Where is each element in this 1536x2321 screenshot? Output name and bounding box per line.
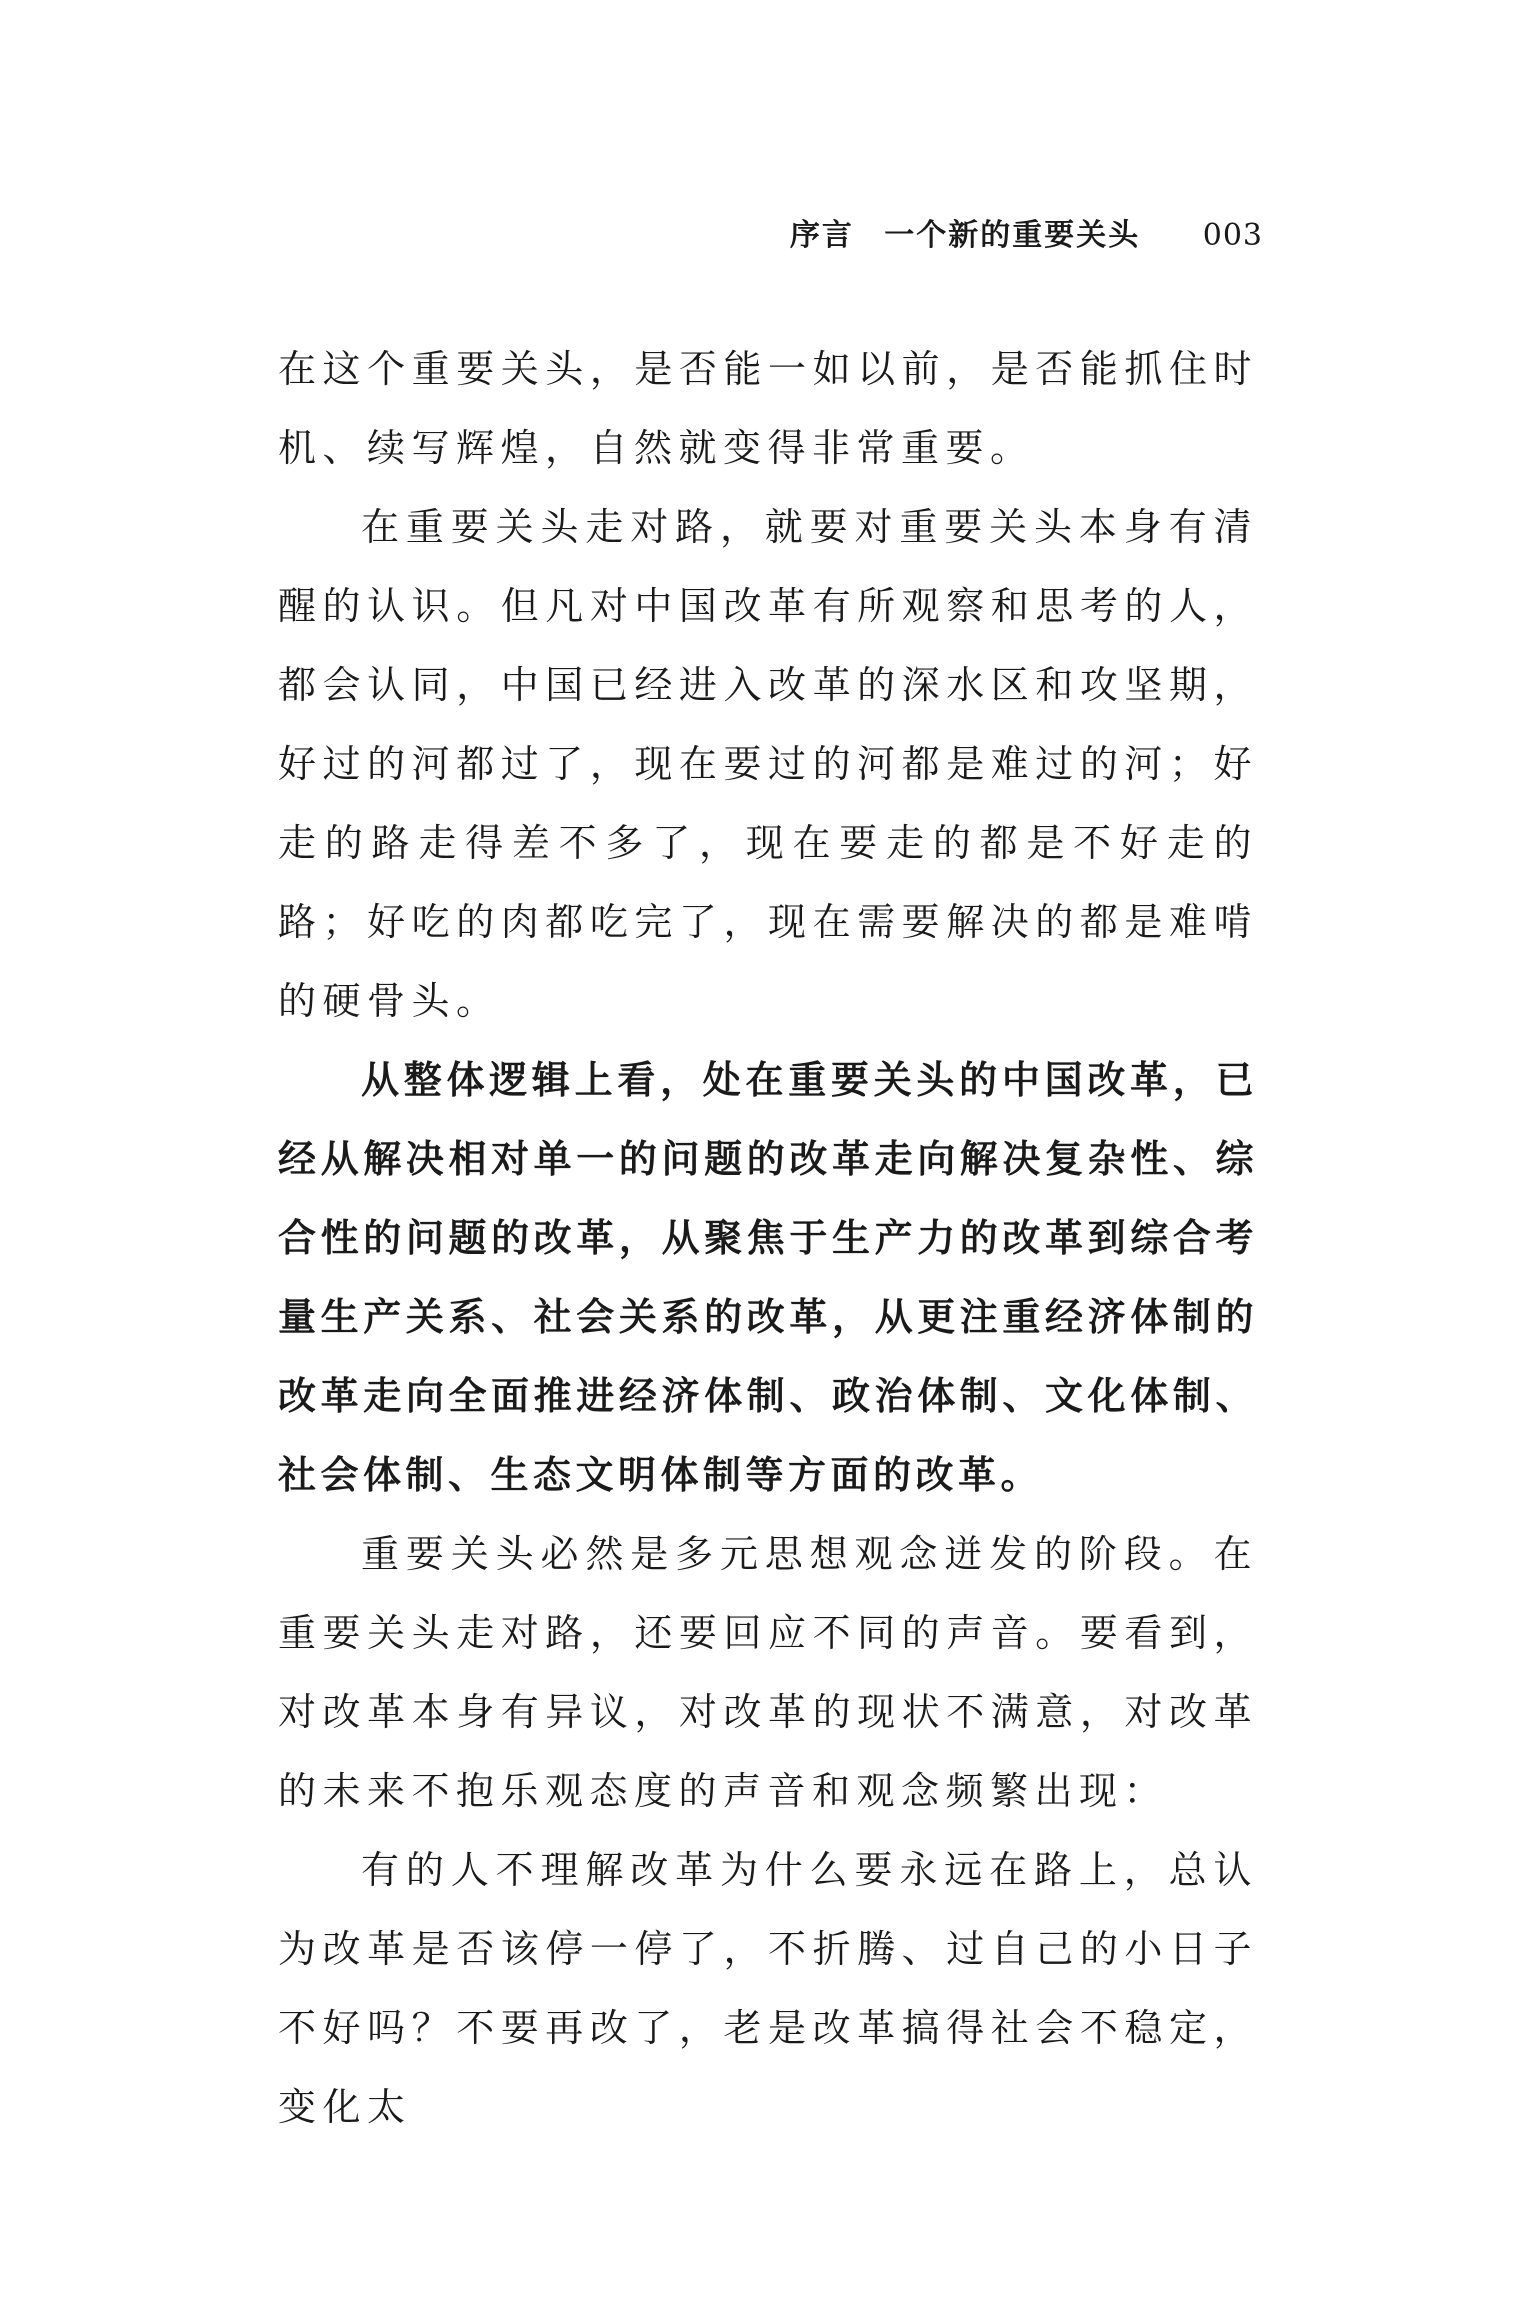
header-chapter-title: 一个新的重要关头: [884, 218, 1141, 253]
paragraph: 有的人不理解改革为什么要永远在路上，总认为改革是否该停一停了，不折腾、过自己的小日子不好吗？不要再改了，老是改革搞得社会不稳定，变化太: [278, 1848, 1258, 2129]
page-number: 003: [1202, 218, 1263, 253]
header-section: 序言: [789, 218, 854, 253]
body-text: [278, 330, 1258, 2147]
paragraph: 在重要关头走对路，就要对重要关头本身有清醒的认识。但凡对中国改革有所观察和思考的人，都会认同，中国已经进入改革的深水区和攻坚期，好过的河都过了，现在要过的河都是难过的河；好走的路走得差不多了，现在要走的都是不好走的路；好吃的肉都吃完了，现在需要解决的都是难啃的硬骨头。: [278, 505, 1258, 1023]
paragraph-emphasis: 从整体逻辑上看，处在重要关头的中国改革，已经从解决相对单一的问题的改革走向解决复杂性、综合性的问题的改革，从聚焦于生产力的改革到综合考量生产关系、社会关系的改革，从更注重经济体制的改革走向全面推进经济体制、政治体制、文化体制、社会体制、生态文明体制等方面的改革。: [278, 1058, 1258, 1497]
paragraph-continued: 在这个重要关头，是否能一如以前，是否能抓住时机、续写辉煌，自然就变得非常重要。: [278, 347, 1258, 470]
paragraph: 重要关头必然是多元思想观念迸发的阶段。在重要关头走对路，还要回应不同的声音。要看到，对改革本身有异议，对改革的现状不满意，对改革的未来不抱乐观态度的声音和观念频繁出现：: [278, 1532, 1258, 1813]
running-header: [790, 210, 1263, 254]
